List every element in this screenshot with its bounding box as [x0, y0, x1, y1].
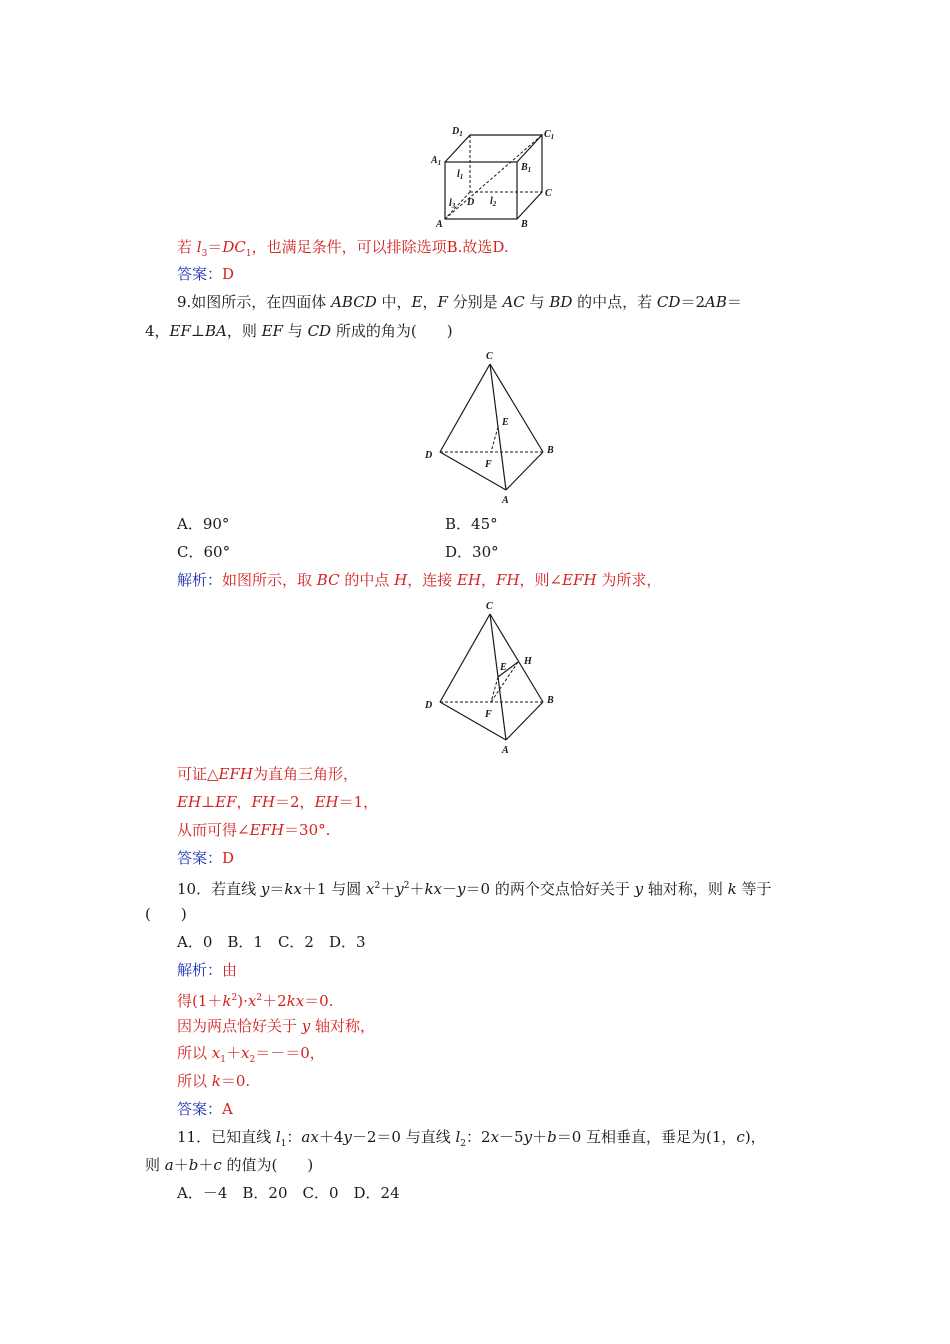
q8-answer: 答案：D	[177, 265, 235, 283]
q10-answer: 答案：A	[177, 1100, 233, 1118]
tetra2-label-d: D	[425, 700, 433, 711]
label-d1: $D_1$	[452, 126, 463, 138]
tetra-label-c: C	[486, 351, 493, 362]
q9-choice-c: C．60°	[177, 543, 231, 561]
q9-analysis: 解析：如图所示，取 BC 的中点 H，连接 EH，FH，则∠EFH 为所求，	[177, 571, 662, 589]
tetra-label-e: E	[502, 417, 509, 428]
label-a: A	[436, 219, 443, 230]
q8-explanation: 若 $l_3=DC_1$，也满足条件，可以排除选项B.故选D.	[177, 238, 509, 259]
tetrahedron2-edges	[440, 614, 543, 740]
tetra2-label-a: A	[502, 745, 509, 756]
label-l1: $l_1$	[457, 169, 464, 181]
tetra2-label-c: C	[486, 601, 493, 612]
q10-step4: 所以 k＝0.	[177, 1072, 251, 1090]
tetra2-label-f: F	[485, 709, 492, 720]
tetra2-label-e: E	[500, 662, 507, 673]
q9-step2: EH⊥EF，FH＝2，EH＝1，	[177, 793, 379, 811]
q9-stem-line1: 9.如图所示，在四面体 ABCD 中，E，F 分别是 AC 与 BD 的中点，若 CD＝2AB＝	[177, 293, 742, 311]
q10-stem-line1: 10．若直线 y＝kx＋1 与圆 $x^2+y^2+kx-y=0$ 的两个交点恰好关于 y 轴对称，则 k 等于	[177, 880, 772, 898]
q11-stem-line1: 11．已知直线 $l_1$：ax＋4y－2＝0 与直线 $l_2$：2x－5y＋b＝0 互相垂直，垂足为(1，c)，	[177, 1128, 766, 1149]
q10-choices: A．0 B．1 C．2 D．3	[177, 933, 366, 951]
q10-analysis: 解析：由	[177, 961, 238, 979]
tetra-label-d: D	[425, 450, 433, 461]
label-l2: $l_2$	[490, 196, 497, 208]
tetra2-label-h: H	[524, 656, 532, 667]
q10-step2: 因为两点恰好关于 y 轴对称，	[177, 1017, 376, 1035]
q11-stem-line2: 则 a＋b＋c 的值为( )	[145, 1156, 314, 1174]
label-b: B	[521, 219, 528, 230]
tetra-label-a: A	[502, 495, 509, 506]
q9-stem-line2: 4，EF⊥BA，则 EF 与 CD 所成的角为( )	[145, 322, 453, 340]
q9-step1: 可证△EFH为直角三角形，	[177, 765, 359, 783]
q10-step1: 得$(1+k^2)\cdot x^2+2kx=0$.	[177, 992, 334, 1010]
tetra-label-f: F	[485, 459, 492, 470]
label-c: C	[545, 188, 552, 199]
label-a1: $A_1$	[431, 155, 442, 167]
q9-step3: 从而可得∠EFH＝30°.	[177, 821, 331, 839]
tetra-label-b: B	[547, 445, 554, 456]
q11-choices: A．－4 B．20 C．0 D．24	[177, 1184, 400, 1202]
q10-step3: 所以 $x_1+x_2=-=0$，	[177, 1044, 325, 1065]
label-c1: $C_1$	[544, 129, 555, 141]
q9-answer: 答案：D	[177, 849, 235, 867]
label-b1: $B_1$	[521, 162, 532, 174]
label-l3: $l_3$	[449, 198, 456, 210]
tetra2-label-b: B	[547, 695, 554, 706]
q9-choice-a: A．90°	[177, 515, 230, 533]
q9-choice-b: B．45°	[445, 515, 498, 533]
q10-stem-line2: ( )	[145, 905, 187, 923]
label-d: D	[467, 197, 475, 208]
q9-choice-d: D．30°	[445, 543, 499, 561]
